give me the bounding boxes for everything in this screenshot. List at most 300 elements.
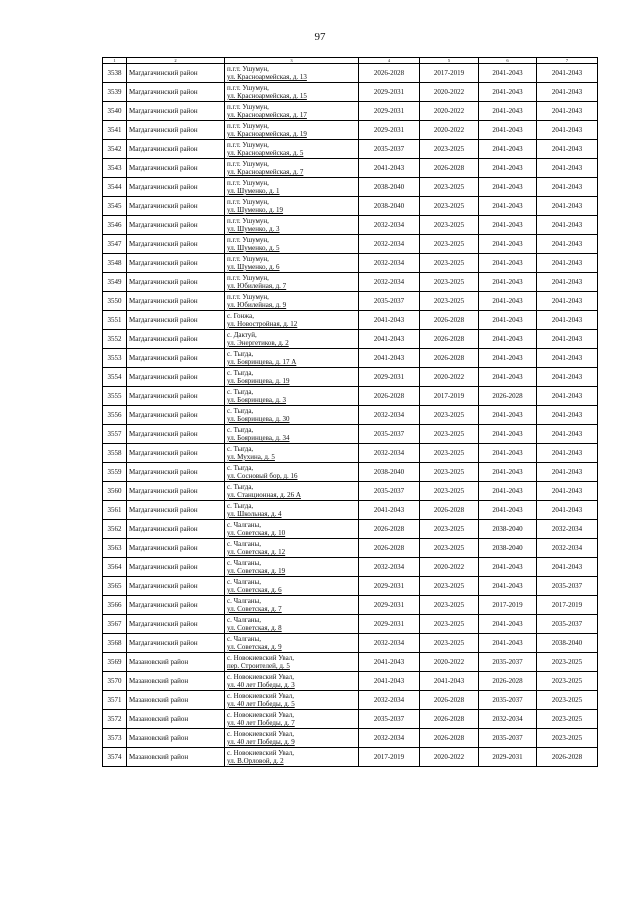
column-number: 2 [127,58,225,64]
period-cell-4: 2035-2037 [359,140,420,159]
row-number: 3544 [103,178,127,197]
district-cell: Магдагачинский район [127,444,225,463]
district-cell: Магдагачинский район [127,349,225,368]
period-cell-5: 2020-2022 [420,102,479,121]
period-cell-4: 2038-2040 [359,463,420,482]
period-cell-5: 2026-2028 [420,330,479,349]
table-row [103,197,598,216]
period-cell-4: 2041-2043 [359,311,420,330]
address-cell [225,615,359,634]
row-number: 3569 [103,653,127,672]
address-cell [225,197,359,216]
period-cell-6: 2041-2043 [479,482,537,501]
address-street: ул. Юбилейная, д. 7 [227,282,287,290]
period-cell-4: 2017-2019 [359,748,420,767]
period-cell-4: 2035-2037 [359,292,420,311]
period-cell-7: 2041-2043 [537,425,598,444]
period-cell-6: 2041-2043 [479,463,537,482]
table-row [103,406,598,425]
address-street: ул. Красноармейская, д. 15 [227,92,307,100]
period-cell-5: 2020-2022 [420,368,479,387]
table-row [103,387,598,406]
period-cell-7: 2041-2043 [537,140,598,159]
table-row [103,729,598,748]
period-cell-7: 2035-2037 [537,577,598,596]
period-cell-4: 2032-2034 [359,273,420,292]
address-settlement: п.г.т. Ушумун, [227,236,269,244]
address-street: ул. Красноармейская, д. 5 [227,149,304,157]
column-number: 6 [479,58,537,64]
district-cell: Магдагачинский район [127,615,225,634]
period-cell-5: 2023-2025 [420,140,479,159]
address-settlement: п.г.т. Ушумун, [227,255,269,263]
period-cell-7: 2041-2043 [537,368,598,387]
row-number: 3561 [103,501,127,520]
period-cell-7: 2041-2043 [537,482,598,501]
period-cell-5: 2023-2025 [420,425,479,444]
address-cell [225,748,359,767]
address-cell [225,64,359,83]
district-cell: Магдагачинский район [127,216,225,235]
district-cell: Мазановский район [127,691,225,710]
address-cell [225,159,359,178]
table-row [103,368,598,387]
address-settlement: п.г.т. Ушумун, [227,84,269,92]
period-cell-7: 2041-2043 [537,501,598,520]
address-cell [225,482,359,501]
address-cell [225,102,359,121]
period-cell-4: 2029-2031 [359,368,420,387]
address-settlement: п.г.т. Ушумун, [227,160,269,168]
district-cell: Магдагачинский район [127,520,225,539]
period-cell-5: 2020-2022 [420,748,479,767]
address-cell [225,387,359,406]
address-cell [225,596,359,615]
period-cell-4: 2029-2031 [359,615,420,634]
period-cell-4: 2041-2043 [359,330,420,349]
district-cell: Магдагачинский район [127,311,225,330]
address-street: ул. Новостройная, д. 12 [227,320,298,328]
address-settlement: п.г.т. Ушумун, [227,293,269,301]
district-cell: Мазановский район [127,710,225,729]
period-cell-6: 2041-2043 [479,254,537,273]
address-cell [225,121,359,140]
address-cell [225,83,359,102]
table-row [103,216,598,235]
period-cell-4: 2032-2034 [359,216,420,235]
row-number: 3539 [103,83,127,102]
address-cell [225,178,359,197]
row-number: 3554 [103,368,127,387]
address-settlement: с. Тыгда, [227,464,254,472]
address-street: ул. Шуменко, д. 5 [227,244,280,252]
period-cell-5: 2026-2028 [420,501,479,520]
row-number: 3551 [103,311,127,330]
period-cell-6: 2041-2043 [479,216,537,235]
period-cell-6: 2026-2028 [479,672,537,691]
district-cell: Магдагачинский район [127,425,225,444]
period-cell-7: 2041-2043 [537,273,598,292]
table-row [103,653,598,672]
table-row [103,83,598,102]
address-settlement: с. Новокиевский Увал, [227,711,294,719]
address-street: ул. Шуменко, д. 6 [227,263,280,271]
address-street: ул. Шуменко, д. 19 [227,206,284,214]
address-settlement: с. Дактуй, [227,331,257,339]
district-cell: Магдагачинский район [127,539,225,558]
page-number: 97 [314,31,326,43]
address-street: ул. 40 лет Победы, д. 3 [227,681,295,689]
address-street: ул. Бояринцева, д. 3 [227,396,287,404]
address-cell [225,311,359,330]
address-settlement: с. Новокиевский Увал, [227,692,294,700]
table-row [103,463,598,482]
period-cell-5: 2023-2025 [420,178,479,197]
address-settlement: с. Новокиевский Увал, [227,749,294,757]
period-cell-6: 2026-2028 [479,387,537,406]
address-street: ул. Бояринцева, д. 17 А [227,358,297,366]
address-cell [225,463,359,482]
address-settlement: п.г.т. Ушумун, [227,103,269,111]
period-cell-5: 2023-2025 [420,482,479,501]
period-cell-4: 2032-2034 [359,444,420,463]
address-cell [225,140,359,159]
period-cell-6: 2035-2037 [479,729,537,748]
address-cell [225,425,359,444]
address-settlement: с. Чалганы, [227,597,261,605]
address-cell [225,216,359,235]
district-cell: Магдагачинский район [127,501,225,520]
period-cell-7: 2023-2025 [537,729,598,748]
period-cell-6: 2041-2043 [479,501,537,520]
row-number: 3540 [103,102,127,121]
address-settlement: с. Новокиевский Увал, [227,730,294,738]
table-row [103,710,598,729]
row-number: 3572 [103,710,127,729]
period-cell-7: 2041-2043 [537,311,598,330]
address-street: ул. Энергетиков, д. 2 [227,339,289,347]
period-cell-7: 2041-2043 [537,159,598,178]
address-street: ул. Красноармейская, д. 7 [227,168,304,176]
table-row [103,444,598,463]
period-cell-7: 2041-2043 [537,463,598,482]
period-cell-6: 2041-2043 [479,292,537,311]
district-cell: Магдагачинский район [127,121,225,140]
address-cell [225,672,359,691]
period-cell-4: 2038-2040 [359,197,420,216]
address-settlement: п.г.т. Ушумун, [227,274,269,282]
period-cell-6: 2041-2043 [479,311,537,330]
period-cell-4: 2029-2031 [359,596,420,615]
period-cell-6: 2041-2043 [479,444,537,463]
address-street: ул. Советская, д. 8 [227,624,282,632]
row-number: 3550 [103,292,127,311]
row-number: 3538 [103,64,127,83]
row-number: 3574 [103,748,127,767]
period-cell-6: 2041-2043 [479,349,537,368]
period-cell-4: 2041-2043 [359,653,420,672]
address-cell [225,729,359,748]
district-cell: Магдагачинский район [127,577,225,596]
address-settlement: с. Гонжа, [227,312,254,320]
address-street: ул. 40 лет Победы, д. 9 [227,738,295,746]
period-cell-6: 2041-2043 [479,121,537,140]
period-cell-5: 2023-2025 [420,235,479,254]
period-cell-6: 2041-2043 [479,406,537,425]
address-settlement: с. Чалганы, [227,578,261,586]
address-settlement: с. Тыгда, [227,388,254,396]
period-cell-7: 2041-2043 [537,387,598,406]
row-number: 3546 [103,216,127,235]
column-number: 3 [225,58,359,64]
period-cell-6: 2041-2043 [479,425,537,444]
period-cell-6: 2041-2043 [479,330,537,349]
address-cell [225,273,359,292]
address-street: ул. Красноармейская, д. 17 [227,111,307,119]
period-cell-6: 2041-2043 [479,64,537,83]
district-cell: Магдагачинский район [127,558,225,577]
period-cell-7: 2041-2043 [537,406,598,425]
address-street: ул. Юбилейная, д. 9 [227,301,287,309]
table-row [103,748,598,767]
period-cell-7: 2023-2025 [537,710,598,729]
table-row [103,254,598,273]
table-row [103,311,598,330]
address-settlement: п.г.т. Ушумун, [227,179,269,187]
period-cell-5: 2041-2043 [420,672,479,691]
table-row [103,121,598,140]
table-row [103,159,598,178]
period-cell-5: 2023-2025 [420,216,479,235]
period-cell-5: 2026-2028 [420,349,479,368]
district-cell: Магдагачинский район [127,140,225,159]
address-settlement: п.г.т. Ушумун, [227,65,269,73]
address-settlement: п.г.т. Ушумун, [227,217,269,225]
address-street: ул. Советская, д. 9 [227,643,282,651]
period-cell-6: 2041-2043 [479,140,537,159]
period-cell-7: 2041-2043 [537,83,598,102]
address-cell [225,406,359,425]
period-cell-6: 2041-2043 [479,615,537,634]
address-street: ул. 40 лет Победы, д. 7 [227,719,295,727]
table-row [103,102,598,121]
period-cell-4: 2035-2037 [359,482,420,501]
address-street: ул. Бояринцева, д. 34 [227,434,290,442]
period-cell-4: 2041-2043 [359,159,420,178]
period-cell-4: 2029-2031 [359,577,420,596]
period-cell-5: 2023-2025 [420,406,479,425]
address-street: ул. Советская, д. 10 [227,529,286,537]
period-cell-4: 2032-2034 [359,254,420,273]
table-row [103,273,598,292]
row-number: 3570 [103,672,127,691]
period-cell-5: 2020-2022 [420,121,479,140]
period-cell-5: 2023-2025 [420,463,479,482]
address-settlement: с. Тыгда, [227,426,254,434]
address-street: ул. Станционная, д. 26 А [227,491,301,499]
row-number: 3553 [103,349,127,368]
address-settlement: с. Чалганы, [227,540,261,548]
period-cell-6: 2038-2040 [479,539,537,558]
period-cell-6: 2041-2043 [479,634,537,653]
address-settlement: с. Тыгда, [227,369,254,377]
address-street: ул. Красноармейская, д. 13 [227,73,307,81]
period-cell-7: 2017-2019 [537,596,598,615]
table-row [103,292,598,311]
address-cell [225,634,359,653]
period-cell-5: 2023-2025 [420,596,479,615]
period-cell-4: 2032-2034 [359,691,420,710]
row-number: 3567 [103,615,127,634]
period-cell-6: 2041-2043 [479,197,537,216]
period-cell-7: 2035-2037 [537,615,598,634]
row-number: 3552 [103,330,127,349]
table-row [103,330,598,349]
district-cell: Магдагачинский район [127,197,225,216]
address-street: ул. В.Орловой, д. 2 [227,757,284,765]
address-settlement: с. Чалганы, [227,635,261,643]
period-cell-7: 2041-2043 [537,102,598,121]
period-cell-5: 2020-2022 [420,558,479,577]
period-cell-4: 2026-2028 [359,520,420,539]
district-cell: Магдагачинский район [127,596,225,615]
address-street: ул. Советская, д. 7 [227,605,282,613]
address-settlement: с. Чалганы, [227,616,261,624]
period-cell-4: 2029-2031 [359,121,420,140]
period-cell-5: 2023-2025 [420,273,479,292]
address-cell [225,691,359,710]
period-cell-4: 2026-2028 [359,64,420,83]
column-number: 7 [537,58,598,64]
period-cell-6: 2035-2037 [479,691,537,710]
period-cell-7: 2041-2043 [537,197,598,216]
period-cell-6: 2032-2034 [479,710,537,729]
address-settlement: с. Новокиевский Увал, [227,673,294,681]
address-cell [225,539,359,558]
row-number: 3560 [103,482,127,501]
period-cell-4: 2026-2028 [359,387,420,406]
address-cell [225,653,359,672]
district-cell: Магдагачинский район [127,368,225,387]
address-street: ул. Бояринцева, д. 30 [227,415,290,423]
period-cell-7: 2038-2040 [537,634,598,653]
period-cell-4: 2035-2037 [359,425,420,444]
address-settlement: с. Чалганы, [227,521,261,529]
address-settlement: с. Новокиевский Увал, [227,654,294,662]
period-cell-4: 2038-2040 [359,178,420,197]
table-row [103,349,598,368]
district-cell: Магдагачинский район [127,463,225,482]
period-cell-7: 2023-2025 [537,672,598,691]
period-cell-5: 2023-2025 [420,577,479,596]
table-row [103,520,598,539]
registry-table [102,57,598,767]
address-street: ул. Сосновый бор, д. 16 [227,472,298,480]
period-cell-7: 2041-2043 [537,121,598,140]
address-cell [225,577,359,596]
row-number: 3545 [103,197,127,216]
district-cell: Магдагачинский район [127,64,225,83]
address-street: ул. Красноармейская, д. 19 [227,130,307,138]
period-cell-6: 2029-2031 [479,748,537,767]
address-settlement: с. Тыгда, [227,407,254,415]
period-cell-6: 2041-2043 [479,368,537,387]
district-cell: Магдагачинский район [127,178,225,197]
row-number: 3568 [103,634,127,653]
period-cell-4: 2026-2028 [359,539,420,558]
period-cell-4: 2032-2034 [359,235,420,254]
address-settlement: с. Тыгда, [227,350,254,358]
period-cell-5: 2017-2019 [420,64,479,83]
period-cell-6: 2035-2037 [479,653,537,672]
address-cell [225,444,359,463]
address-cell [225,558,359,577]
row-number: 3548 [103,254,127,273]
period-cell-4: 2041-2043 [359,672,420,691]
row-number: 3573 [103,729,127,748]
period-cell-5: 2023-2025 [420,254,479,273]
period-cell-5: 2023-2025 [420,197,479,216]
period-cell-5: 2023-2025 [420,539,479,558]
table-row [103,596,598,615]
row-number: 3547 [103,235,127,254]
period-cell-7: 2041-2043 [537,349,598,368]
period-cell-5: 2026-2028 [420,311,479,330]
address-street: ул. 40 лет Победы, д. 5 [227,700,295,708]
address-cell [225,710,359,729]
period-cell-5: 2026-2028 [420,729,479,748]
table-row [103,140,598,159]
period-cell-4: 2041-2043 [359,349,420,368]
period-cell-4: 2029-2031 [359,102,420,121]
table-row [103,501,598,520]
district-cell: Магдагачинский район [127,387,225,406]
district-cell: Магдагачинский район [127,83,225,102]
period-cell-6: 2041-2043 [479,577,537,596]
row-number: 3549 [103,273,127,292]
address-street: ул. Советская, д. 19 [227,567,286,575]
row-number: 3558 [103,444,127,463]
period-cell-5: 2023-2025 [420,615,479,634]
address-cell [225,254,359,273]
table-row [103,634,598,653]
period-cell-7: 2041-2043 [537,216,598,235]
period-cell-7: 2023-2025 [537,691,598,710]
address-street: ул. Бояринцева, д. 19 [227,377,290,385]
district-cell: Магдагачинский район [127,254,225,273]
period-cell-5: 2026-2028 [420,691,479,710]
period-cell-4: 2032-2034 [359,558,420,577]
column-number: 1 [103,58,127,64]
row-number: 3541 [103,121,127,140]
district-cell: Магдагачинский район [127,102,225,121]
address-cell [225,330,359,349]
address-cell [225,520,359,539]
period-cell-6: 2041-2043 [479,102,537,121]
row-number: 3559 [103,463,127,482]
district-cell: Магдагачинский район [127,273,225,292]
table-row [103,672,598,691]
address-street: ул. Шуменко, д. 3 [227,225,280,233]
period-cell-5: 2023-2025 [420,444,479,463]
address-cell [225,292,359,311]
row-number: 3556 [103,406,127,425]
district-cell: Мазановский район [127,729,225,748]
period-cell-6: 2041-2043 [479,235,537,254]
address-settlement: с. Тыгда, [227,445,254,453]
address-street: ул. Советская, д. 6 [227,586,282,594]
address-street: ул. Школьная, д. 4 [227,510,282,518]
